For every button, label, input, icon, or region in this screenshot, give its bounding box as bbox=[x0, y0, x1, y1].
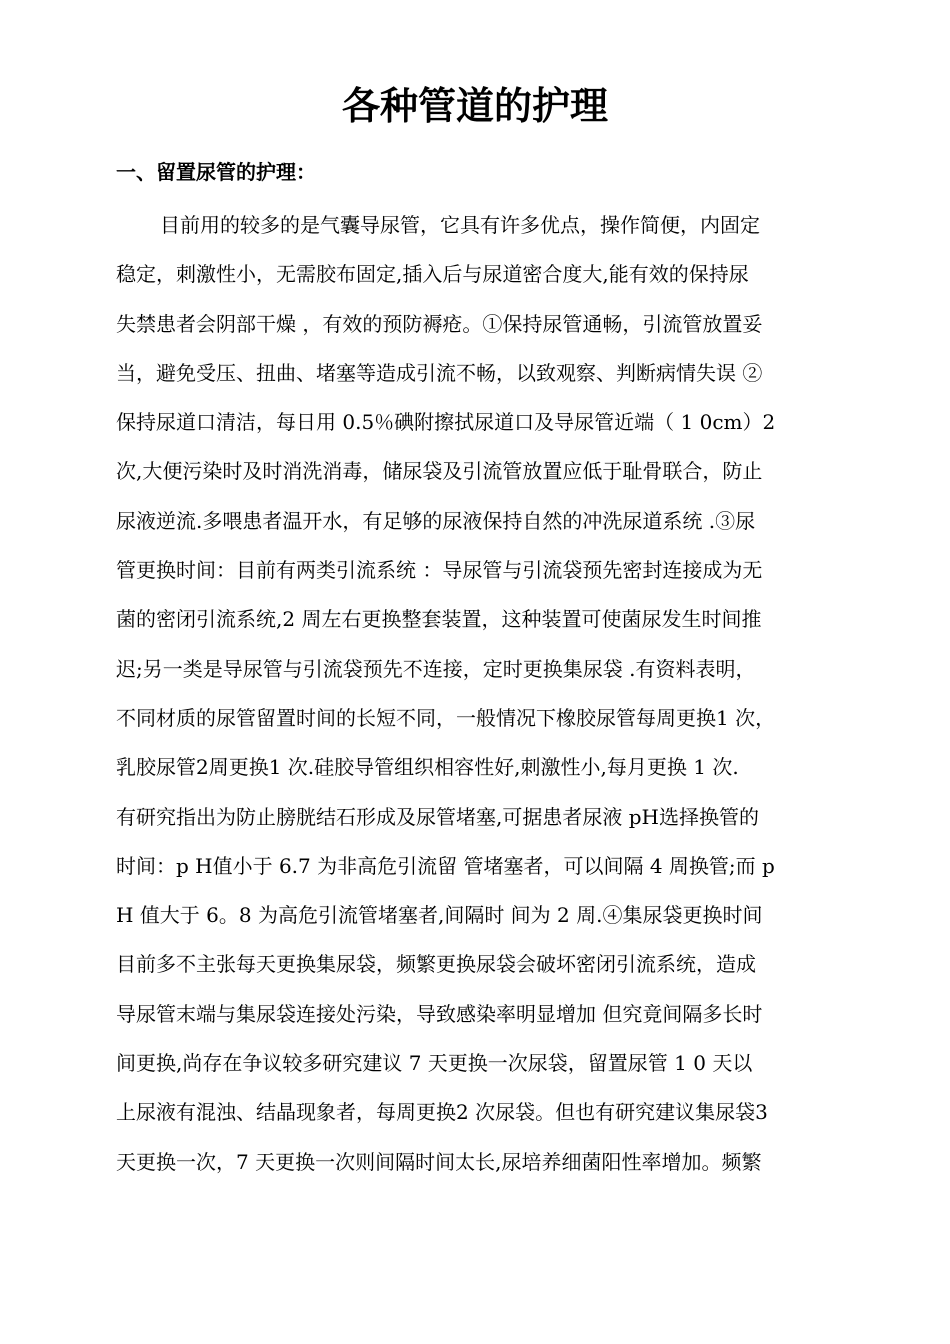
paragraph-line: 天更换一次，7 天更换一次则间隔时间太长,尿培养细菌阳性率增加。频繁 bbox=[116, 1149, 762, 1174]
page-title: 各种管道的护理 bbox=[341, 84, 608, 128]
paragraph-line: 次,大便污染时及时消洗消毒，储尿袋及引流管放置应低于耻骨联合，防止 bbox=[116, 459, 763, 484]
paragraph-line: 目前多不主张每天更换集尿袋，频繁更换尿袋会破坏密闭引流系统，造成 bbox=[116, 952, 756, 977]
paragraph-line: 失禁患者会阴部干燥 ，有效的预防褥疮。①保持尿管通畅，引流管放置妥 bbox=[116, 311, 763, 336]
paragraph-line: 稳定，刺激性小，无需胶布固定,插入后与尿道密合度大,能有效的保持尿 bbox=[116, 262, 749, 287]
paragraph-line: 上尿液有混浊、结晶现象者，每周更换2 次尿袋。但也有研究建议集尿袋3 bbox=[116, 1100, 768, 1125]
paragraph-line: 管更换时间：目前有两类引流系统 ：导尿管与引流袋预先密封连接成为无 bbox=[116, 558, 763, 583]
paragraph-line: 不同材质的尿管留置时间的长短不同，一般情况下橡胶尿管每周更换1 次， bbox=[116, 705, 776, 730]
paragraph-line: 保持尿道口清洁，每日用 0.5％碘附擦拭尿道口及导尿管近端（ 1 0cm）2 bbox=[116, 410, 776, 435]
paragraph-line: 菌的密闭引流系统,2 周左右更换整套装置，这种装置可使菌尿发生时间推 bbox=[116, 607, 762, 632]
paragraph-line: 有研究指出为防止膀胱结石形成及尿管堵塞,可据患者尿液 pH选择换管的 bbox=[116, 804, 759, 829]
paragraph-line: 迟;另一类是导尿管与引流袋预先不连接，定时更换集尿袋 .有资料表明， bbox=[116, 656, 756, 681]
paragraph-line: 间更换,尚存在争议较多研究建议 7 天更换一次尿袋，留置尿管 1 0 天以 bbox=[116, 1051, 753, 1076]
body-paragraph bbox=[116, 201, 856, 1187]
paragraph-line: 当，避免受压、扭曲、堵塞等造成引流不畅，以致观察、判断病情失误 ② bbox=[116, 360, 763, 385]
section-heading: 一、留置尿管的护理： bbox=[116, 160, 316, 184]
paragraph-line: 尿液逆流.多喂患者温开水，有足够的尿液保持自然的冲洗尿道系统 .③尿 bbox=[116, 508, 756, 533]
paragraph-line: 导尿管末端与集尿袋连接处污染，导致感染率明显增加 但究竟间隔多长时 bbox=[116, 1001, 763, 1026]
paragraph-line: 乳胶尿管2周更换1 次.硅胶导管组织相容性好,刺激性小,每月更换 1 次. bbox=[116, 755, 739, 780]
paragraph-line: 时间：p H值小于 6.7 为非高危引流留 管堵塞者，可以间隔 4 周换管;而 p bbox=[116, 853, 775, 878]
paragraph-line: 目前用的较多的是气囊导尿管，它具有许多优点，操作简便，内固定 bbox=[160, 213, 760, 237]
paragraph-line: H 值大于 6。8 为高危引流管堵塞者,间隔时 间为 2 周.④集尿袋更换时间 bbox=[116, 903, 763, 928]
